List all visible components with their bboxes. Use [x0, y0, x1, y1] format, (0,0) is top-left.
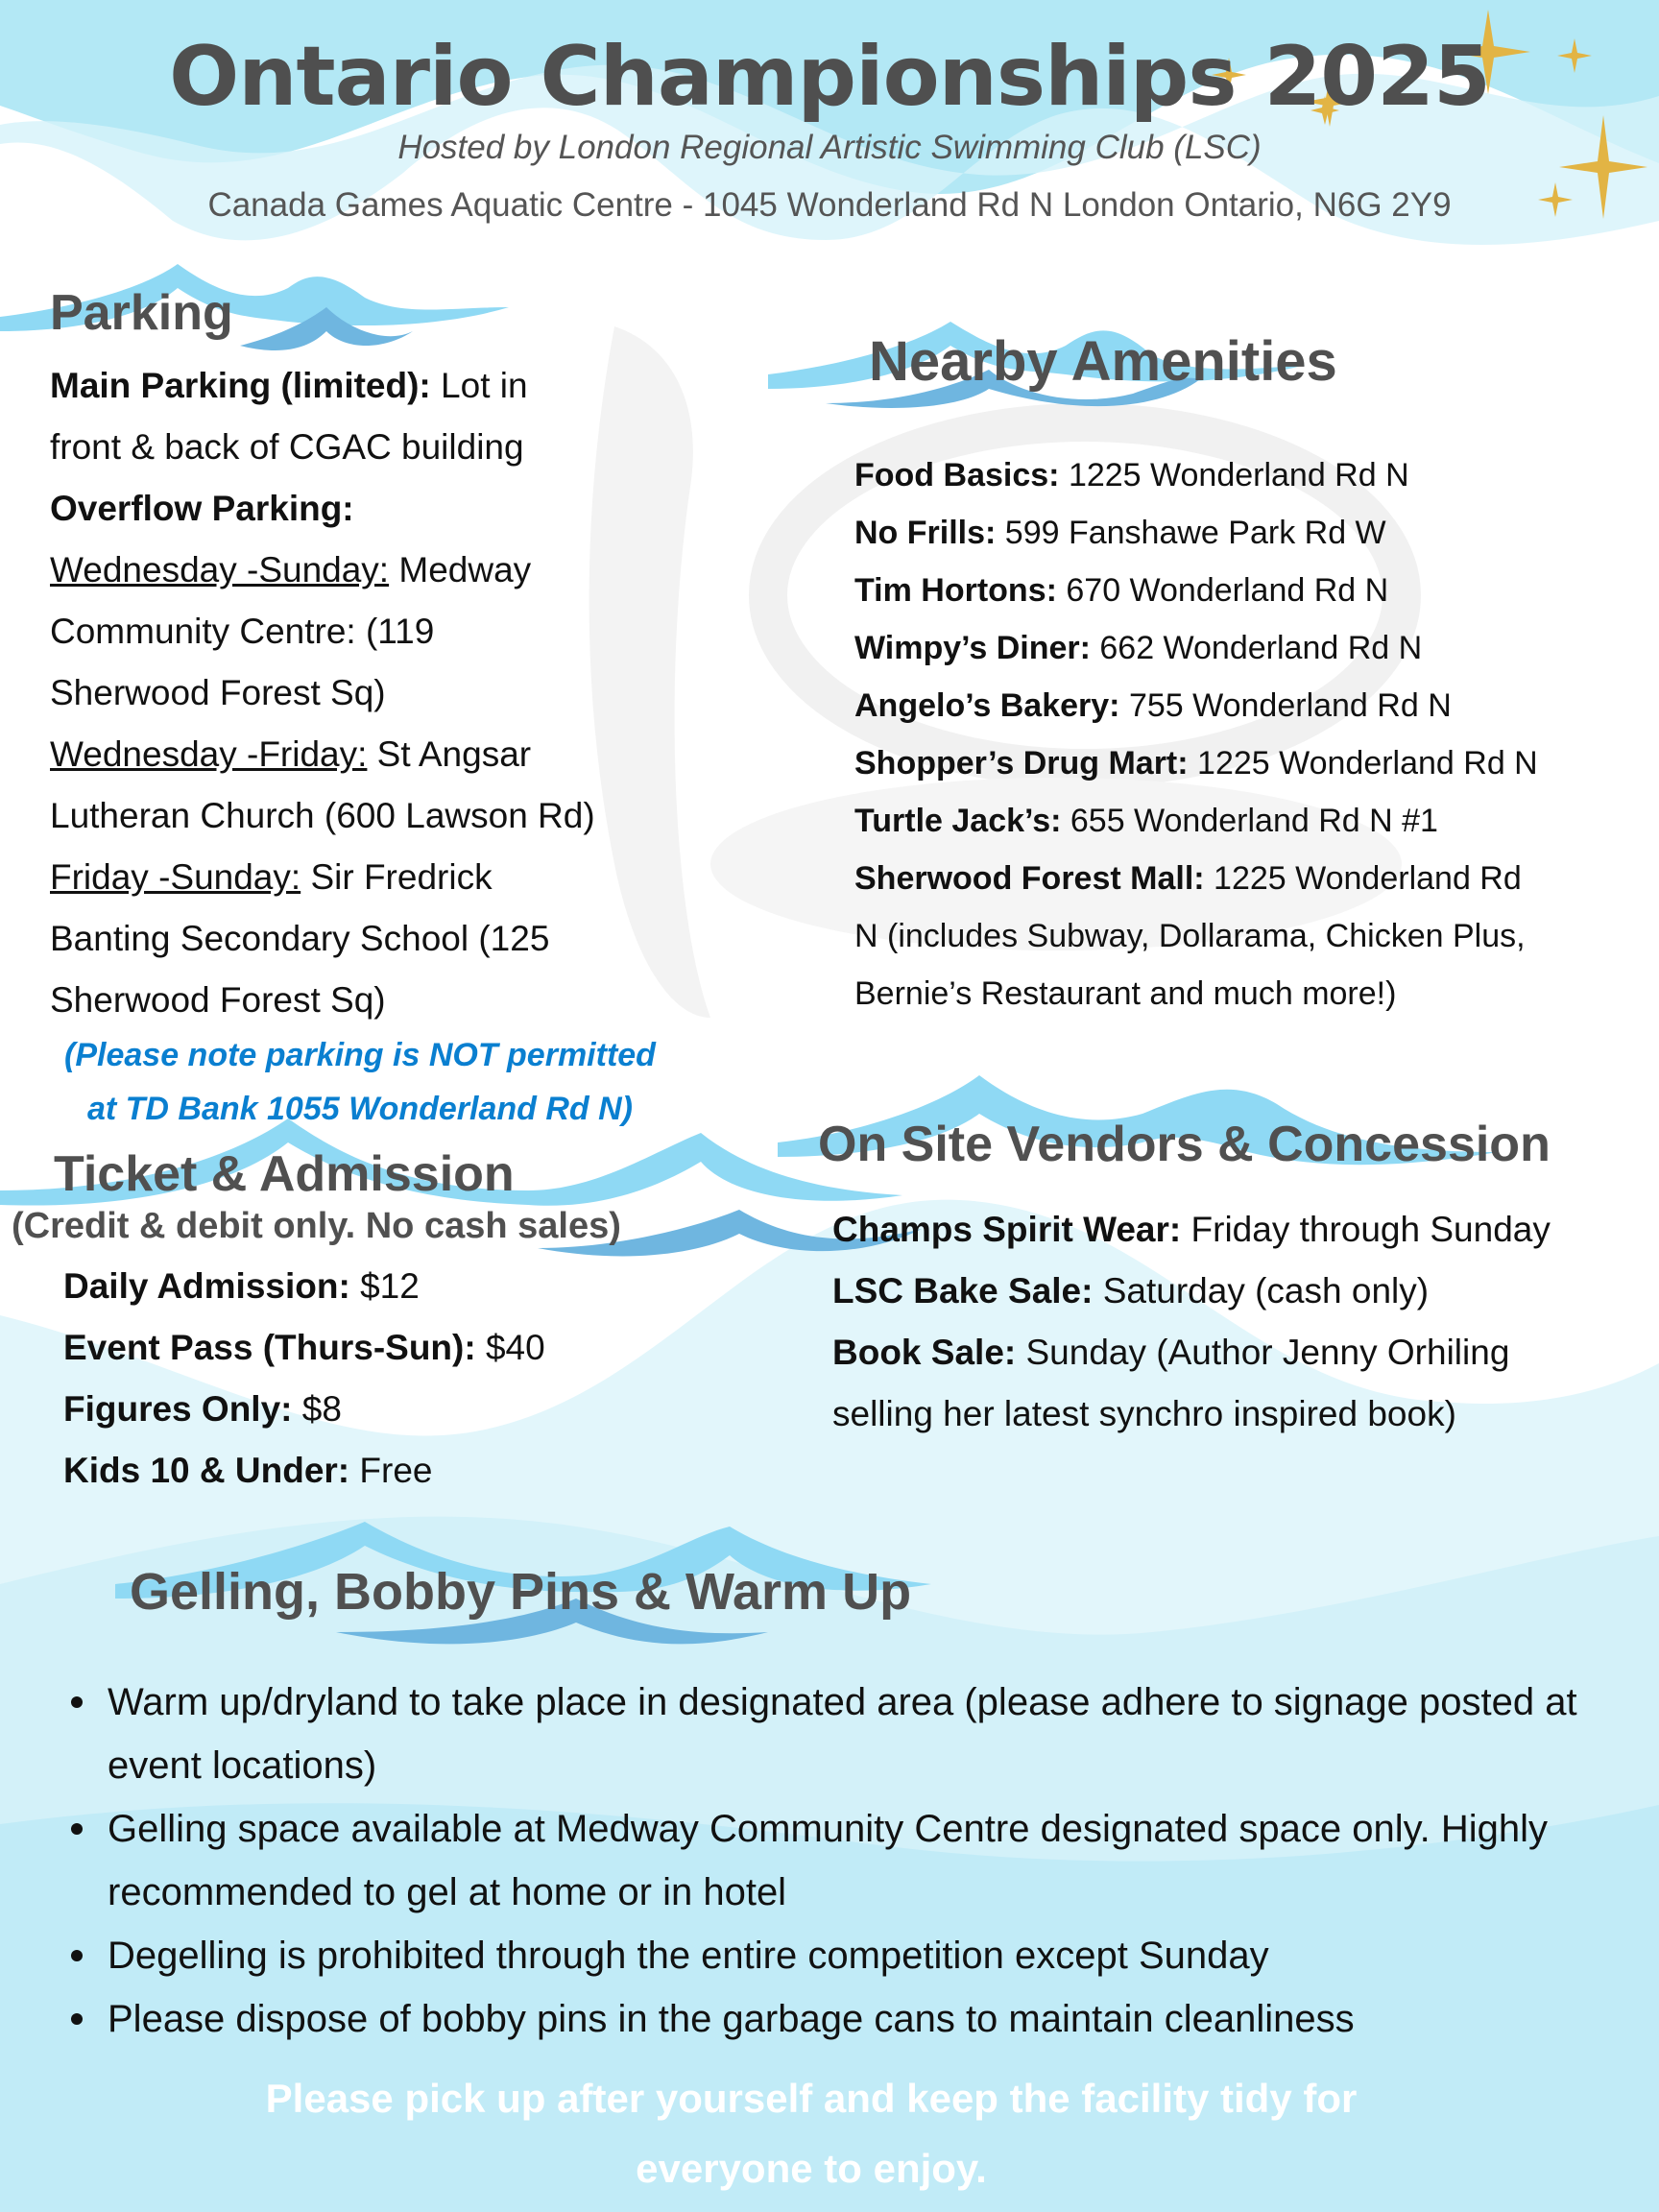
item-value: Medway	[389, 550, 532, 589]
list-item	[832, 1383, 1551, 1445]
vendors-list	[832, 1199, 1551, 1445]
item-label: Main Parking (limited):	[50, 366, 442, 405]
item-label: Tim Hortons:	[854, 572, 1067, 609]
item-label: Book Sale:	[832, 1333, 1026, 1372]
item-value: Saturday (cash only)	[1102, 1271, 1430, 1310]
parking-note-line-1: (Please note parking is NOT permitted	[64, 1037, 656, 1073]
list-item	[50, 724, 595, 785]
item-label: Wimpy’s Diner:	[854, 630, 1100, 666]
item-value: Lot in	[441, 366, 528, 405]
list-item	[50, 601, 595, 662]
item-value: 662 Wonderland Rd N	[1099, 630, 1423, 666]
item-value: Bernie’s Restaurant and much more!)	[854, 975, 1397, 1012]
list-item	[50, 908, 595, 970]
item-value: Banting Secondary School (125	[50, 919, 550, 958]
days-label: Friday -Sunday:	[50, 857, 301, 897]
item-value: Sherwood Forest Sq)	[50, 980, 386, 1020]
list-item	[50, 417, 595, 478]
item-value: Sir Fredrick	[301, 857, 493, 897]
item-value: $8	[301, 1389, 342, 1429]
list-item	[854, 792, 1538, 850]
item-value: 1225 Wonderland Rd N	[1068, 457, 1409, 493]
amenities-list	[854, 446, 1538, 1022]
list-item	[63, 1379, 545, 1440]
list-item: Degelling is prohibited through the entire competition except Sunday	[67, 1924, 1603, 1987]
item-label: Champs Spirit Wear:	[832, 1210, 1191, 1249]
list-item	[832, 1199, 1551, 1261]
item-value: N (includes Subway, Dollarama, Chicken Plus,	[854, 918, 1526, 954]
item-value: front & back of CGAC building	[50, 427, 524, 467]
item-value: Friday through Sunday	[1190, 1210, 1551, 1249]
item-value: 655 Wonderland Rd N #1	[1070, 803, 1438, 839]
gelling-heading: Gelling, Bobby Pins & Warm Up	[130, 1563, 912, 1621]
item-value: 599 Fanshawe Park Rd W	[1004, 515, 1386, 551]
item-label: LSC Bake Sale:	[832, 1271, 1103, 1310]
list-item	[50, 785, 595, 847]
list-item	[854, 850, 1538, 907]
vendors-heading: On Site Vendors & Concession	[818, 1117, 1551, 1172]
list-item	[854, 562, 1538, 619]
list-item	[854, 619, 1538, 677]
days-label: Wednesday -Friday:	[50, 734, 368, 774]
item-value: Community Centre: (119	[50, 612, 435, 651]
list-item	[854, 965, 1538, 1022]
list-item	[832, 1261, 1551, 1322]
item-label: Figures Only:	[63, 1389, 302, 1429]
footer-line-1: Please pick up after yourself and keep the facility tidy for	[265, 2076, 1358, 2121]
item-value: Sunday (Author Jenny Orhiling	[1025, 1333, 1510, 1372]
tickets-subheading: (Credit & debit only. No cash sales)	[12, 1206, 621, 1246]
item-value: 1225 Wonderland Rd N	[1197, 745, 1538, 781]
item-label: Overflow Parking:	[50, 489, 354, 528]
item-label: Angelo’s Bakery:	[854, 687, 1129, 724]
item-value: Free	[359, 1451, 433, 1490]
footer-line-2: everyone to enjoy.	[636, 2146, 987, 2191]
item-value: selling her latest synchro inspired book)	[832, 1394, 1456, 1433]
list-item	[50, 355, 595, 417]
list-item	[50, 662, 595, 724]
list-item	[50, 540, 595, 601]
list-item	[50, 970, 595, 1031]
ticket-prices	[63, 1256, 545, 1502]
amenities-heading: Nearby Amenities	[869, 330, 1337, 393]
bullet-icon	[71, 1823, 83, 1835]
list-item	[854, 504, 1538, 562]
item-label: No Frills:	[854, 515, 1005, 551]
list-item: Warm up/dryland to take place in designated area (please adhere to signage posted at event locations)	[67, 1671, 1603, 1797]
list-item	[854, 907, 1538, 965]
gelling-rules-list	[67, 1671, 1603, 2051]
list-item	[63, 1440, 545, 1502]
item-value: 755 Wonderland Rd N	[1128, 687, 1452, 724]
list-item	[854, 677, 1538, 734]
list-item: Gelling space available at Medway Community Centre designated space only. Highly recommended to gel at home or in hotel	[67, 1797, 1603, 1924]
host-line: Hosted by London Regional Artistic Swimming Club (LSC)	[397, 129, 1262, 166]
item-label: Shopper’s Drug Mart:	[854, 745, 1198, 781]
list-item	[854, 734, 1538, 792]
parking-details	[50, 355, 595, 1031]
item-value: 1225 Wonderland Rd	[1214, 860, 1522, 897]
list-item: Please dispose of bobby pins in the garbage cans to maintain cleanliness	[67, 1987, 1603, 2051]
bullet-icon	[71, 1696, 83, 1708]
item-value: $12	[360, 1266, 420, 1306]
item-value: 670 Wonderland Rd N	[1066, 572, 1389, 609]
list-item	[50, 478, 595, 540]
venue-address: Canada Games Aquatic Centre - 1045 Wonderland Rd N London Ontario, N6G 2Y9	[207, 186, 1452, 224]
item-value: St Angsar	[367, 734, 532, 774]
list-item	[854, 446, 1538, 504]
list-item	[50, 847, 595, 908]
item-value: Lutheran Church (600 Lawson Rd)	[50, 796, 595, 835]
item-value: Sherwood Forest Sq)	[50, 673, 386, 712]
item-label: Event Pass (Thurs-Sun):	[63, 1328, 486, 1367]
parking-heading: Parking	[50, 285, 233, 341]
item-label: Daily Admission:	[63, 1266, 361, 1306]
days-label: Wednesday -Sunday:	[50, 550, 390, 589]
list-item	[63, 1256, 545, 1317]
bullet-icon	[71, 1950, 83, 1961]
item-value: $40	[485, 1328, 545, 1367]
list-item	[832, 1322, 1551, 1383]
item-label: Turtle Jack’s:	[854, 803, 1070, 839]
item-label: Sherwood Forest Mall:	[854, 860, 1214, 897]
item-label: Food Basics:	[854, 457, 1069, 493]
page-title: Ontario Championships 2025	[169, 29, 1490, 125]
parking-note-line-2: at TD Bank 1055 Wonderland Rd N)	[86, 1091, 634, 1127]
list-item	[63, 1317, 545, 1379]
tickets-heading: Ticket & Admission	[54, 1146, 515, 1202]
item-label: Kids 10 & Under:	[63, 1451, 360, 1490]
bullet-icon	[71, 2013, 83, 2025]
